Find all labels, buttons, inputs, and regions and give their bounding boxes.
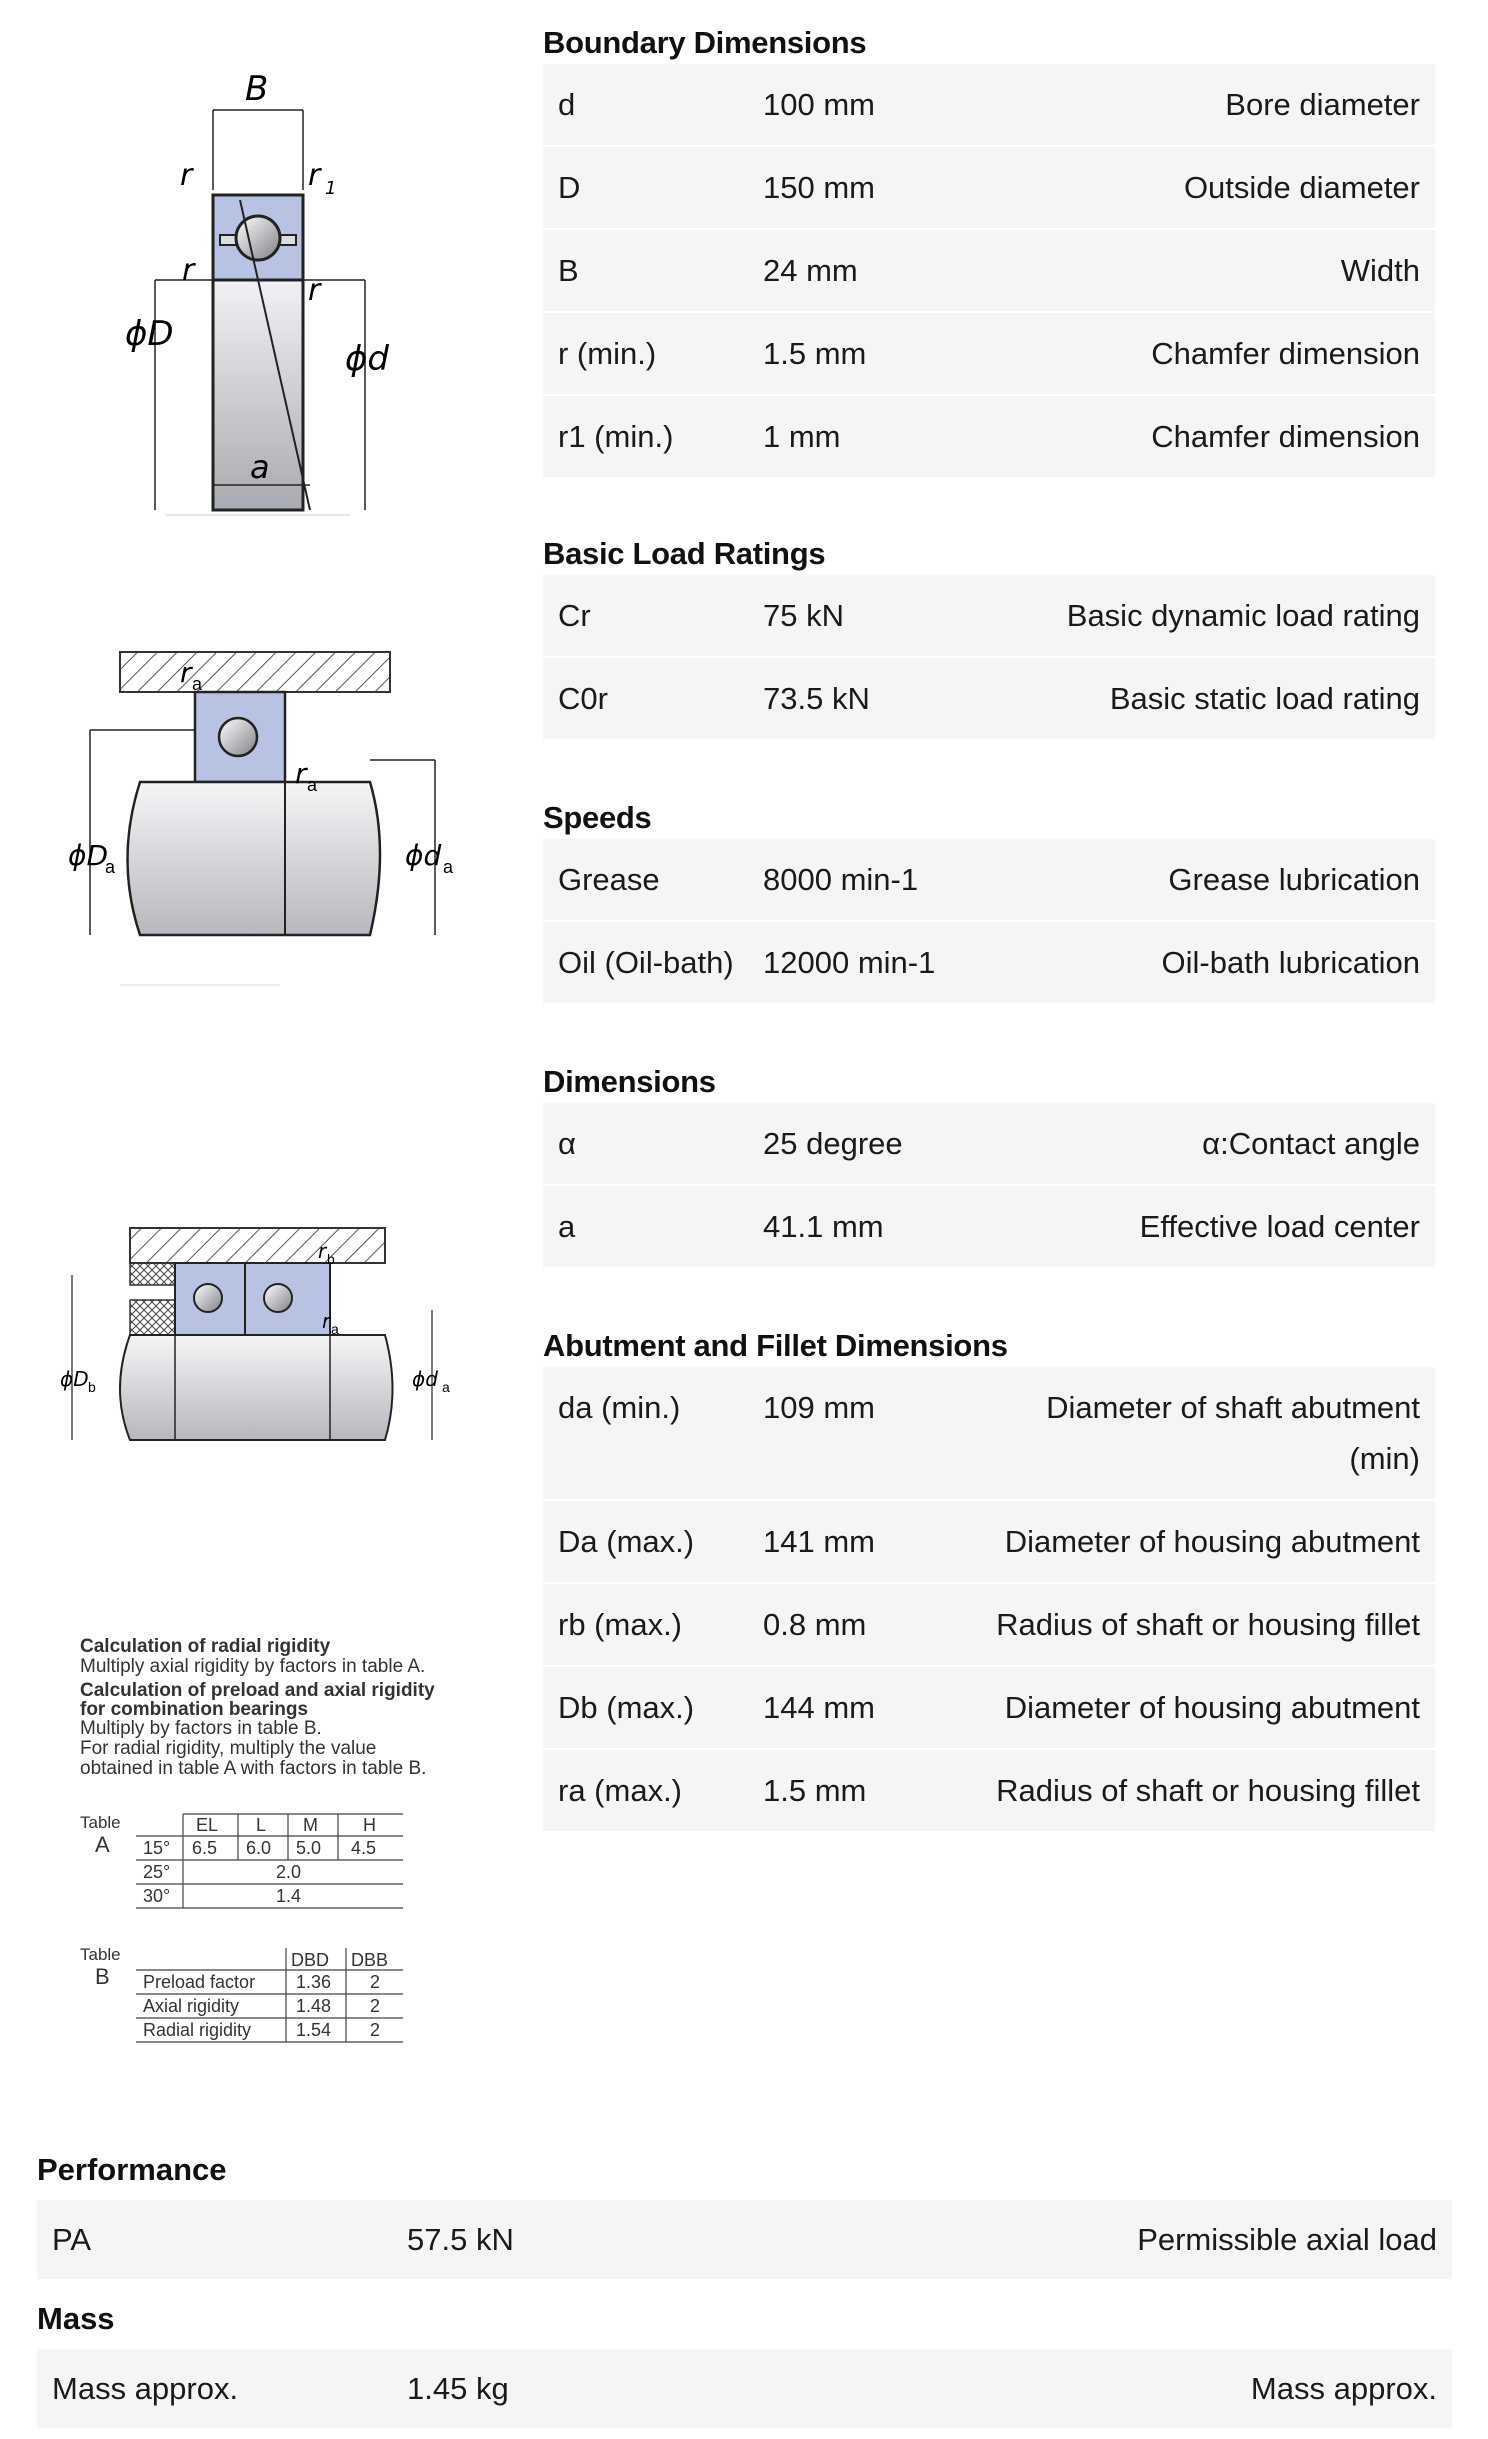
section-title: Performance [37,2152,227,2187]
table-a-merged2: 2.0 [276,1862,302,1882]
spec-row [543,1750,1435,1831]
spec-row [543,922,1435,1003]
single-mount-diagram [60,630,480,1010]
spec-key: ra (max.) [558,1773,682,1808]
rigidity-line6: For radial rigidity, multiply the value [80,1738,377,1759]
spec-desc: Diameter of housing abutment [1004,1524,1420,1559]
spec-key: B [558,253,579,288]
spec-key: d [558,87,576,122]
spec-key: D [558,170,581,205]
label-B: B [245,70,269,109]
spec-key: da (min.) [558,1390,681,1425]
spec-row [543,575,1435,656]
table-a-label: Table [80,1813,121,1832]
table-b-name1: Preload factor [143,1972,256,1992]
spec-row [543,1667,1435,1748]
spec-value: 144 mm [763,1690,875,1725]
spec-row [543,230,1435,311]
spec-row [543,64,1435,145]
label-r: r [180,158,193,193]
label-ra-sub: a [331,1321,339,1337]
table-b-v11: 1.36 [296,1972,332,1992]
spec-key: Cr [558,598,591,633]
spec-value: 41.1 mm [763,1209,884,1244]
section-title: Mass [37,2301,115,2336]
spec-value: 75 kN [763,598,844,633]
table-b-name3: Radial rigidity [143,2020,252,2040]
table-a-h2: L [256,1815,267,1835]
spec-key: Db (max.) [558,1690,695,1725]
spec-desc: Chamfer dimension [1151,419,1420,454]
spec-row [543,147,1435,228]
label-ra: r [322,1309,331,1333]
table-a-h4: H [363,1815,376,1835]
spec-value: 141 mm [763,1524,875,1559]
spec-desc: Radius of shaft or housing fillet [996,1773,1420,1808]
label-ra-top: r [180,656,192,689]
rigidity-line2: Multiply axial rigidity by factors in table A. [80,1656,426,1677]
spec-desc: Basic dynamic load rating [1066,598,1420,633]
label-ra-top-sub: a [192,674,203,694]
spec-value: 24 mm [763,253,858,288]
section-title: Basic Load Ratings [543,536,826,571]
rigidity-line7: obtained in table A with factors in table B. [80,1758,427,1779]
spec-desc: Diameter of shaft abutment (min) [1046,1390,1420,1476]
spec-key: r (min.) [558,336,657,371]
spec-value: 8000 min-1 [763,862,919,897]
label-r1-sub: 1 [325,178,337,199]
spec-desc: Radius of shaft or housing fillet [996,1607,1420,1642]
spec-key: α [558,1126,576,1161]
spec-row [543,658,1435,739]
bearing-section-diagram [120,70,400,520]
label-ra-mid: r [295,757,307,790]
spec-value: 12000 min-1 [763,945,936,980]
spec-value: 100 mm [763,87,875,122]
label-Da-sub: a [105,857,116,877]
spec-value: 150 mm [763,170,875,205]
spec-value: 57.5 kN [407,2222,514,2257]
spec-desc: α:Contact angle [1202,1126,1420,1161]
spec-desc: Mass approx. [1250,2371,1437,2406]
spec-desc: Permissible axial load [1137,2222,1437,2257]
spec-row [543,1501,1435,1582]
spec-value: 1.5 mm [763,1773,867,1808]
label-da-pair-sub: a [442,1379,450,1395]
table-a-angle1: 15° [143,1838,171,1858]
section-abutment-fillet [543,1269,1435,1831]
table-b-v21: 1.48 [296,1996,332,2016]
table-a-angle3: 30° [143,1886,171,1906]
table-a-v12: 6.0 [246,1838,272,1858]
spec-desc: Oil-bath lubrication [1161,945,1420,980]
spec-value: 0.8 mm [763,1607,867,1642]
label-Da: ϕD [68,839,109,872]
spec-desc: Basic static load rating [1109,681,1420,716]
table-b-v22: 2 [370,1996,381,2016]
spec-key: C0r [558,681,608,716]
label-d: ϕd [345,339,390,379]
spec-desc: Effective load center [1139,1209,1420,1244]
label-r1: r [308,158,321,193]
pair-mount-diagram [60,1210,480,1460]
section-title: Boundary Dimensions [543,25,867,60]
spec-key: a [558,1209,576,1244]
label-r-lower: r [182,253,195,288]
table-a-h3: M [303,1815,318,1835]
section-basic-load-ratings [543,479,1435,739]
spec-desc: Outside diameter [1183,170,1420,205]
spec-desc: Width [1340,253,1420,288]
spec-key: Oil (Oil-bath) [558,945,734,980]
label-D: ϕD [125,314,174,354]
label-rb: r [318,1239,327,1263]
table-b-h2: DBB [351,1950,389,1970]
table-b-label: Table [80,1945,121,1964]
table-a-letter: A [95,1832,110,1857]
spec-value: 1.5 mm [763,336,867,371]
spec-row [543,1584,1435,1665]
section-dimensions [543,1005,1435,1267]
rigidity-line4: for combination bearings [80,1699,309,1720]
spec-tables [543,0,1435,1833]
spec-desc: Bore diameter [1225,87,1420,122]
section-mass [37,2289,1452,2428]
spec-row [543,396,1435,477]
label-da-sub: a [443,857,454,877]
label-da: ϕd [405,839,442,872]
label-r-right: r [308,273,321,308]
spec-row [543,1103,1435,1184]
label-rb-sub: b [327,1251,335,1267]
spec-desc: Grease lubrication [1168,862,1420,897]
label-da-pair: ϕd [412,1367,438,1391]
spec-value: 1.45 kg [407,2371,509,2406]
table-b-v12: 2 [370,1972,381,1992]
label-Db: ϕD [60,1367,89,1391]
spec-row [543,1367,1435,1499]
table-b-v31: 1.54 [296,2020,332,2040]
spec-value: 109 mm [763,1390,875,1425]
label-ra-mid-sub: a [307,775,318,795]
spec-row [543,1186,1435,1267]
spec-value: 25 degree [763,1126,903,1161]
rigidity-line5: Multiply by factors in table B. [80,1718,322,1739]
spec-desc: Diameter of housing abutment [1004,1690,1420,1725]
spec-key: rb (max.) [558,1607,682,1642]
section-boundary-dimensions [543,0,1435,477]
label-a: a [250,448,270,486]
spec-key: Grease [558,862,660,897]
spec-key: Mass approx. [52,2371,239,2406]
spec-row [37,2200,1452,2279]
spec-value: 73.5 kN [763,681,870,716]
section-speeds [543,741,1435,1003]
rigidity-line3: Calculation of preload and axial rigidity [80,1680,435,1701]
section-title: Speeds [543,800,652,835]
table-a-h1: EL [196,1815,219,1835]
section-title: Dimensions [543,1064,716,1099]
table-b-v32: 2 [370,2020,381,2040]
spec-value: 1 mm [763,419,841,454]
spec-key: r1 (min.) [558,419,674,454]
section-title: Abutment and Fillet Dimensions [543,1328,1008,1363]
table-a-angle2: 25° [143,1862,171,1882]
spec-key: PA [52,2222,92,2257]
section-performance [37,2140,1452,2279]
spec-row [37,2349,1452,2428]
bottom-sections [37,2140,1452,2428]
table-b-h1: DBD [291,1950,330,1970]
table-a-merged3: 1.4 [276,1886,302,1906]
table-a-v13: 5.0 [296,1838,322,1858]
spec-key: Da (max.) [558,1524,695,1559]
table-b-name2: Axial rigidity [143,1996,240,2016]
table-a-v14: 4.5 [351,1838,377,1858]
table-b-letter: B [95,1964,110,1989]
table-a-v11: 6.5 [192,1838,218,1858]
rigidity-note [78,1630,478,2060]
spec-row [543,839,1435,920]
spec-desc: Chamfer dimension [1151,336,1420,371]
label-Db-sub: b [88,1379,96,1395]
rigidity-line1: Calculation of radial rigidity [80,1636,331,1657]
spec-row [543,313,1435,394]
